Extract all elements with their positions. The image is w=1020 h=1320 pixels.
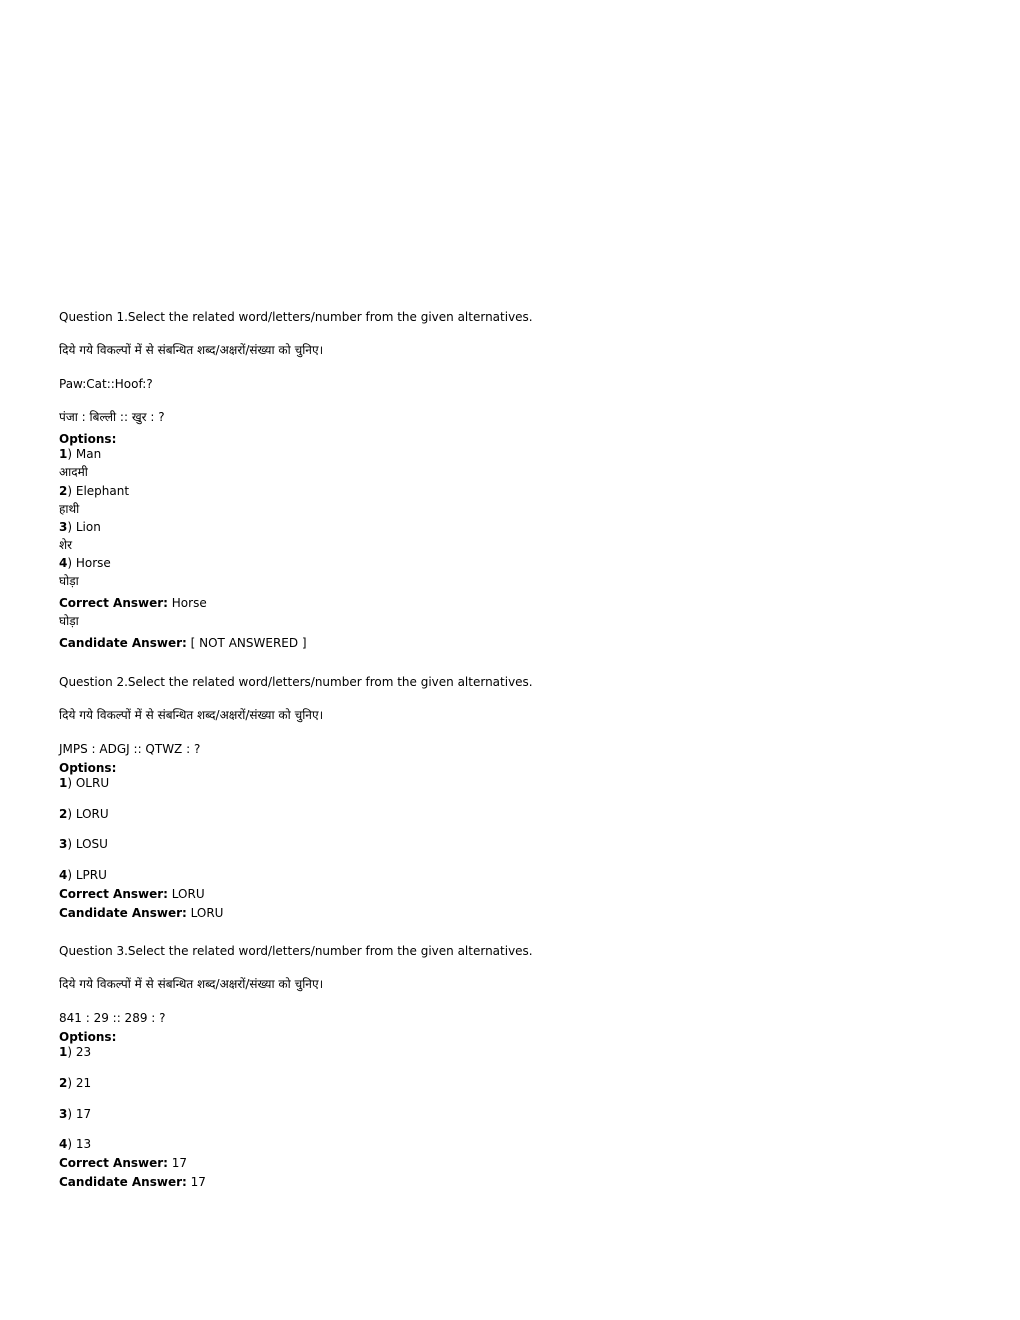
option-text: ) LOSU [67, 837, 108, 851]
question-2-hindi-title: दिये गये विकल्पों में से संबन्धित शब्द/अक्षरों/संख्या को चुनिए। [59, 708, 324, 722]
option-text: ) Elephant [67, 484, 130, 498]
question-3-option-1 [59, 1045, 91, 1059]
question-1-option-3-hindi: शेर [59, 538, 73, 552]
correct-answer-label: Correct Answer: [59, 1156, 168, 1170]
question-1-prompt: Paw:Cat::Hoof:? [59, 377, 153, 391]
option-number: 1 [59, 1045, 68, 1059]
question-2-option-4 [59, 868, 107, 882]
question-3-correct-answer [59, 1156, 187, 1170]
correct-answer-value: 17 [167, 1156, 188, 1170]
question-1-correct-answer [59, 596, 207, 610]
option-text: ) Lion [67, 520, 101, 534]
option-number: 2 [59, 484, 68, 498]
option-number: 4 [59, 868, 68, 882]
question-3-title: Question 3.Select the related word/letters/number from the given alternatives. [59, 944, 533, 958]
option-number: 3 [59, 520, 68, 534]
question-2-options-label: Options: [59, 761, 117, 775]
option-text: ) 13 [67, 1137, 92, 1151]
correct-answer-value: Horse [167, 596, 207, 610]
question-1-option-1-hindi: आदमी [59, 465, 88, 479]
question-1-title: Question 1.Select the related word/letters/number from the given alternatives. [59, 310, 533, 324]
correct-answer-label: Correct Answer: [59, 596, 168, 610]
correct-answer-label: Correct Answer: [59, 887, 168, 901]
question-3-option-4 [59, 1137, 91, 1151]
question-1-hindi-prompt: पंजा : बिल्ली :: खुर : ? [59, 410, 165, 424]
question-1-option-4 [59, 556, 111, 570]
question-1-candidate-answer [59, 636, 307, 650]
question-1-options-label: Options: [59, 432, 117, 446]
option-text: ) LPRU [67, 868, 107, 882]
option-number: 4 [59, 1137, 68, 1151]
question-3-hindi-title: दिये गये विकल्पों में से संबन्धित शब्द/अक्षरों/संख्या को चुनिए। [59, 977, 324, 991]
question-1-option-4-hindi: घोड़ा [59, 574, 79, 588]
question-2-correct-answer [59, 887, 205, 901]
option-number: 1 [59, 447, 68, 461]
option-number: 3 [59, 1107, 68, 1121]
question-3-option-2 [59, 1076, 91, 1090]
option-number: 1 [59, 776, 68, 790]
question-2-prompt: JMPS : ADGJ :: QTWZ : ? [59, 742, 201, 756]
question-3-candidate-answer [59, 1175, 206, 1189]
candidate-answer-value: [ NOT ANSWERED ] [186, 636, 307, 650]
question-1-option-3 [59, 520, 101, 534]
question-1-option-2 [59, 484, 129, 498]
option-number: 2 [59, 807, 68, 821]
option-text: ) LORU [67, 807, 109, 821]
question-2-candidate-answer [59, 906, 223, 920]
option-number: 2 [59, 1076, 68, 1090]
question-2-option-3 [59, 837, 108, 851]
candidate-answer-label: Candidate Answer: [59, 636, 187, 650]
question-1-option-1 [59, 447, 101, 461]
question-3-prompt: 841 : 29 :: 289 : ? [59, 1011, 166, 1025]
candidate-answer-value: 17 [186, 1175, 206, 1189]
option-text: ) OLRU [67, 776, 110, 790]
option-text: ) Man [67, 447, 102, 461]
option-number: 3 [59, 837, 68, 851]
option-text: ) 23 [67, 1045, 92, 1059]
question-2-option-2 [59, 807, 109, 821]
question-3-options-label: Options: [59, 1030, 117, 1044]
candidate-answer-value: LORU [186, 906, 224, 920]
correct-answer-value: LORU [167, 887, 205, 901]
question-1-option-2-hindi: हाथी [59, 502, 80, 516]
option-number: 4 [59, 556, 68, 570]
question-3-option-3 [59, 1107, 91, 1121]
candidate-answer-label: Candidate Answer: [59, 906, 187, 920]
question-1-correct-answer-hindi: घोड़ा [59, 614, 79, 628]
option-text: ) 21 [67, 1076, 92, 1090]
question-2-option-1 [59, 776, 109, 790]
candidate-answer-label: Candidate Answer: [59, 1175, 187, 1189]
option-text: ) Horse [67, 556, 111, 570]
question-2-title: Question 2.Select the related word/letters/number from the given alternatives. [59, 675, 533, 689]
question-1-hindi-title: दिये गये विकल्पों में से संबन्धित शब्द/अक्षरों/संख्या को चुनिए। [59, 343, 324, 357]
option-text: ) 17 [67, 1107, 92, 1121]
